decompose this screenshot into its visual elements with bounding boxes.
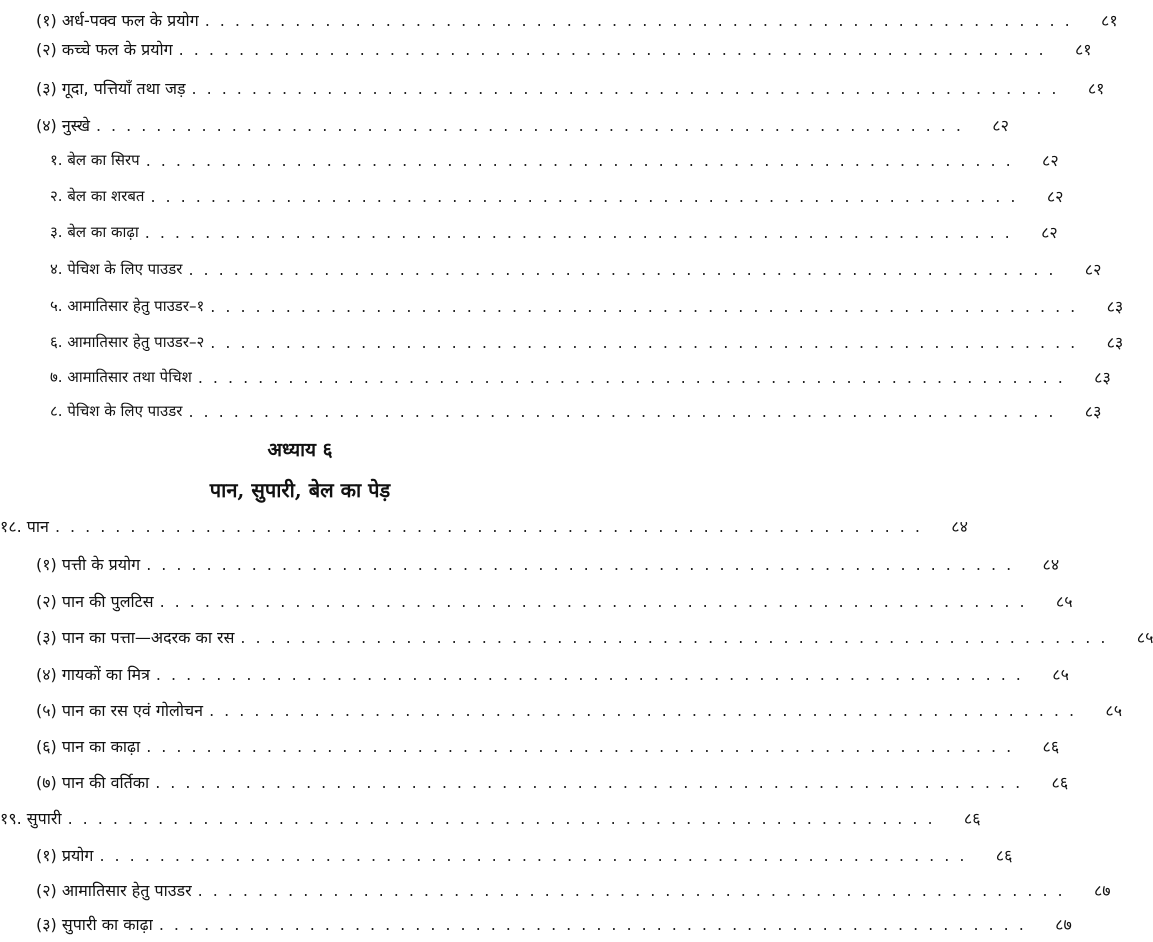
dot-leader: .......................................................... (197, 880, 1073, 900)
toc-entry (0, 178, 1064, 214)
toc-entry-page: ८६ (1051, 773, 1069, 792)
dot-leader: .......................................................... (146, 554, 1022, 574)
chapter-number: अध्याय ६ (267, 439, 333, 461)
toc-entry-page: ८३ (1094, 368, 1111, 387)
toc-entry-page: ८७ (1055, 915, 1072, 934)
toc-entry (0, 656, 1069, 692)
toc-entry (0, 872, 1111, 908)
chapter-title: पान, सुपारी, बेल का पेड़ (209, 478, 391, 502)
toc-entry-label: (१) पत्ती के प्रयोग (36, 555, 141, 574)
toc-entry-page: ८५ (1055, 592, 1073, 611)
toc-entry-page: ८६ (995, 846, 1013, 865)
toc-entry (0, 107, 1009, 143)
dot-leader: .......................................................... (155, 664, 1031, 684)
toc-entry-label: (२) कच्चे फल के प्रयोग (36, 40, 173, 59)
toc-entry-page: ८७ (1093, 881, 1111, 900)
dot-leader: .......................................................... (188, 259, 1064, 279)
dot-leader: .......................................................... (210, 332, 1086, 352)
dot-leader: .......................................................... (209, 700, 1085, 720)
dot-leader: .......................................................... (188, 401, 1064, 421)
toc-entry-label: (३) सुपारी का काढ़ा (36, 915, 153, 934)
toc-entry-page: ८२ (992, 116, 1009, 135)
toc-entry-page: ८५ (1052, 665, 1069, 684)
toc-entry-page: ८४ (1042, 555, 1060, 574)
toc-entry-label: ६. आमातिसार हेतु पाउडर–२ (50, 333, 205, 351)
toc-entry-page: ८२ (1042, 151, 1059, 170)
dot-leader: .......................................................... (159, 591, 1035, 611)
toc-entry-page: ८२ (1041, 223, 1058, 242)
toc-entry-label: (६) पान का काढ़ा (36, 737, 141, 756)
dot-leader: .......................................................... (191, 78, 1067, 98)
toc-entry-label: ३. बेल का काढ़ा (50, 223, 139, 241)
dot-leader: .......................................................... (204, 10, 1080, 30)
dot-leader: .......................................................... (145, 150, 1021, 170)
toc-entry (0, 728, 1060, 764)
toc-entry-label: (४) गायकों का मित्र (36, 665, 150, 684)
toc-entry (0, 31, 1092, 67)
toc-entry (0, 692, 1123, 728)
toc-entry-label: १८. पान (0, 517, 49, 536)
dot-leader: .......................................................... (99, 845, 975, 865)
toc-entry-label: ४. पेचिश के लिए पाउडर (50, 260, 183, 278)
toc-entry (0, 251, 1102, 287)
toc-entry-page: ८६ (1042, 737, 1060, 756)
toc-entry-page: ८२ (1084, 260, 1102, 279)
toc-entry-label: (४) नुस्खे (36, 116, 90, 135)
toc-entry-label: (५) पान का रस एवं गोलोचन (36, 701, 204, 720)
toc-entry (0, 70, 1105, 106)
dot-leader: .......................................................... (178, 39, 1054, 59)
toc-entry-label: (१) प्रयोग (36, 846, 94, 865)
dot-leader: .......................................................... (155, 772, 1031, 792)
toc-entry (0, 393, 1102, 429)
toc-entry-page: ८४ (951, 517, 968, 536)
dot-leader: .......................................................... (144, 222, 1020, 242)
toc-entry-label: (७) पान की वर्तिका (36, 773, 150, 792)
toc-entry (0, 324, 1124, 360)
toc-entry-label: ७. आमातिसार तथा पेचिश (50, 368, 192, 386)
dot-leader: .......................................................... (67, 808, 943, 828)
toc-entry (0, 142, 1059, 178)
toc-entry-page: ८६ (963, 809, 981, 828)
toc-entry (0, 764, 1069, 800)
toc-entry (0, 508, 968, 544)
toc-entry (0, 546, 1060, 582)
dot-leader: .......................................................... (158, 914, 1034, 934)
toc-entry-page: ८३ (1084, 402, 1102, 421)
toc-entry-page: ८१ (1087, 79, 1105, 98)
toc-entry (0, 619, 1153, 655)
toc-entry-page: ८३ (1106, 297, 1124, 316)
toc-entry-page: ८१ (1101, 11, 1118, 30)
toc-entry (0, 359, 1111, 395)
toc-entry-label: (२) पान की पुलटिस (36, 592, 154, 611)
toc-entry (0, 800, 981, 836)
toc-entry-label: १९. सुपारी (0, 809, 62, 828)
toc-entry-label: ५. आमातिसार हेतु पाउडर–१ (50, 297, 205, 315)
toc-entry-label: १. बेल का सिरप (50, 151, 140, 169)
toc-entry (0, 583, 1073, 619)
toc-entry (0, 837, 1013, 873)
dot-leader: .......................................................... (95, 115, 971, 135)
toc-entry-page: ८१ (1074, 40, 1092, 59)
toc-entry-label: २. बेल का शरबत (50, 187, 145, 205)
toc-entry-label: (१) अर्ध-पक्व फल के प्रयोग (36, 11, 199, 30)
dot-leader: .......................................................... (146, 736, 1022, 756)
dot-leader: .......................................................... (54, 516, 930, 536)
dot-leader: .......................................................... (210, 296, 1086, 316)
dot-leader: .......................................................... (150, 186, 1026, 206)
toc-entry-label: (३) पान का पत्ता—अदरक का रस (36, 628, 235, 647)
toc-entry (0, 906, 1072, 942)
dot-leader: .......................................................... (197, 367, 1073, 387)
toc-entry-label: (३) गूदा, पत्तियाँ तथा जड़ (36, 79, 186, 98)
toc-entry (0, 214, 1058, 250)
toc-entry (0, 288, 1124, 324)
toc-entry-page: ८२ (1046, 187, 1064, 206)
toc-entry-page: ८५ (1136, 628, 1153, 647)
toc-entry-label: (२) आमातिसार हेतु पाउडर (36, 881, 192, 900)
toc-entry-label: ८. पेचिश के लिए पाउडर (50, 402, 183, 420)
toc-entry-page: ८५ (1105, 701, 1123, 720)
dot-leader: .......................................................... (240, 627, 1116, 647)
toc-entry-page: ८३ (1106, 333, 1124, 352)
